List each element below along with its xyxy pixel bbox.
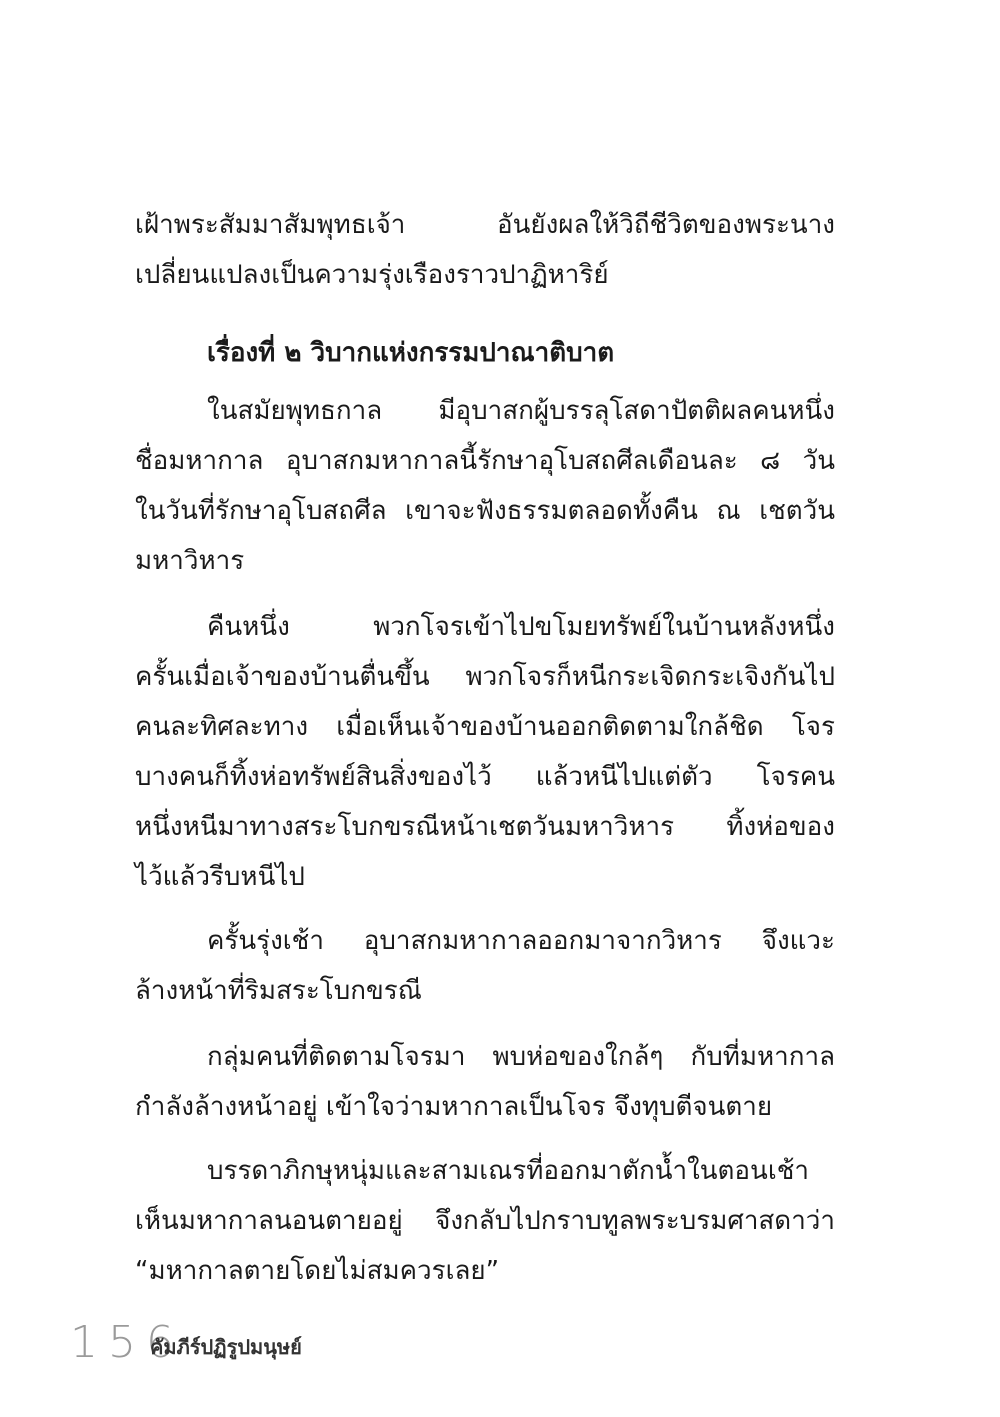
text-line: ชื่อมหากาล อุบาสกมหากาลนี้รักษาอุโบสถศีลเดือนละ ๘ วัน xyxy=(135,446,835,476)
body-paragraph xyxy=(135,1146,835,1296)
body-paragraph xyxy=(135,1032,835,1132)
body-paragraph xyxy=(135,386,835,586)
text-line: เปลี่ยนแปลงเป็นความรุ่งเรืองราวปาฏิหาริย์ xyxy=(135,260,609,290)
text-line: คนละทิศละทาง เมื่อเห็นเจ้าของบ้านออกติดตามใกล้ชิด โจร xyxy=(135,712,835,742)
text-line: เฝ้าพระสัมมาสัมพุทธเจ้า อันยังผลให้วิถีชีวิตของพระนาง xyxy=(135,210,835,240)
body-paragraph xyxy=(135,602,835,902)
body-paragraph xyxy=(135,916,835,1016)
page-footer xyxy=(70,1318,470,1378)
text-line: ในวันที่รักษาอุโบสถศีล เขาจะฟังธรรมตลอดทั้งคืน ณ เชตวัน xyxy=(135,496,835,526)
text-line: ครั้นรุ่งเช้า อุบาสกมหากาลออกมาจากวิหาร จึงแวะ xyxy=(207,926,835,956)
page-number: 156 xyxy=(70,1317,184,1368)
text-line: “มหากาลตายโดยไม่สมควรเลย” xyxy=(135,1256,500,1286)
text-line: ไว้แล้วรีบหนีไป xyxy=(135,862,305,892)
text-line: กำลังล้างหน้าอยู่ เข้าใจว่ามหากาลเป็นโจร จึงทุบตีจนตาย xyxy=(135,1092,773,1122)
opening-paragraph xyxy=(135,200,835,300)
text-line: กลุ่มคนที่ติดตามโจรมา พบห่อของใกล้ๆ กับที่มหากาล xyxy=(207,1042,835,1072)
text-line: เห็นมหากาลนอนตายอยู่ จึงกลับไปกราบทูลพระบรมศาสดาว่า xyxy=(135,1206,835,1236)
text-line: มหาวิหาร xyxy=(135,546,245,576)
text-line: หนึ่งหนีมาทางสระโบกขรณีหน้าเชตวันมหาวิหาร ทิ้งห่อของ xyxy=(135,812,835,842)
text-line: บางคนก็ทิ้งห่อทรัพย์สินสิ่งของไว้ แล้วหนีไปแต่ตัว โจรคน xyxy=(135,762,835,792)
text-line: ครั้นเมื่อเจ้าของบ้านตื่นขึ้น พวกโจรก็หนีกระเจิดกระเจิงกันไป xyxy=(135,662,835,692)
book-title: คัมภีร์ปฏิรูปมนุษย์ xyxy=(150,1335,302,1359)
text-line: บรรดาภิกษุหนุ่มและสามเณรที่ออกมาตักน้ำในตอนเช้า xyxy=(207,1156,809,1186)
text-line: คืนหนึ่ง พวกโจรเข้าไปขโมยทรัพย์ในบ้านหลังหนึ่ง xyxy=(207,612,835,642)
text-line: ในสมัยพุทธกาล มีอุบาสกผู้บรรลุโสดาปัตติผลคนหนึ่ง xyxy=(207,396,835,426)
text-line: ล้างหน้าที่ริมสระโบกขรณี xyxy=(135,976,422,1006)
section-heading xyxy=(135,328,835,378)
heading-text: เรื่องที่ ๒ วิบากแห่งกรรมปาณาติบาต xyxy=(207,338,615,368)
